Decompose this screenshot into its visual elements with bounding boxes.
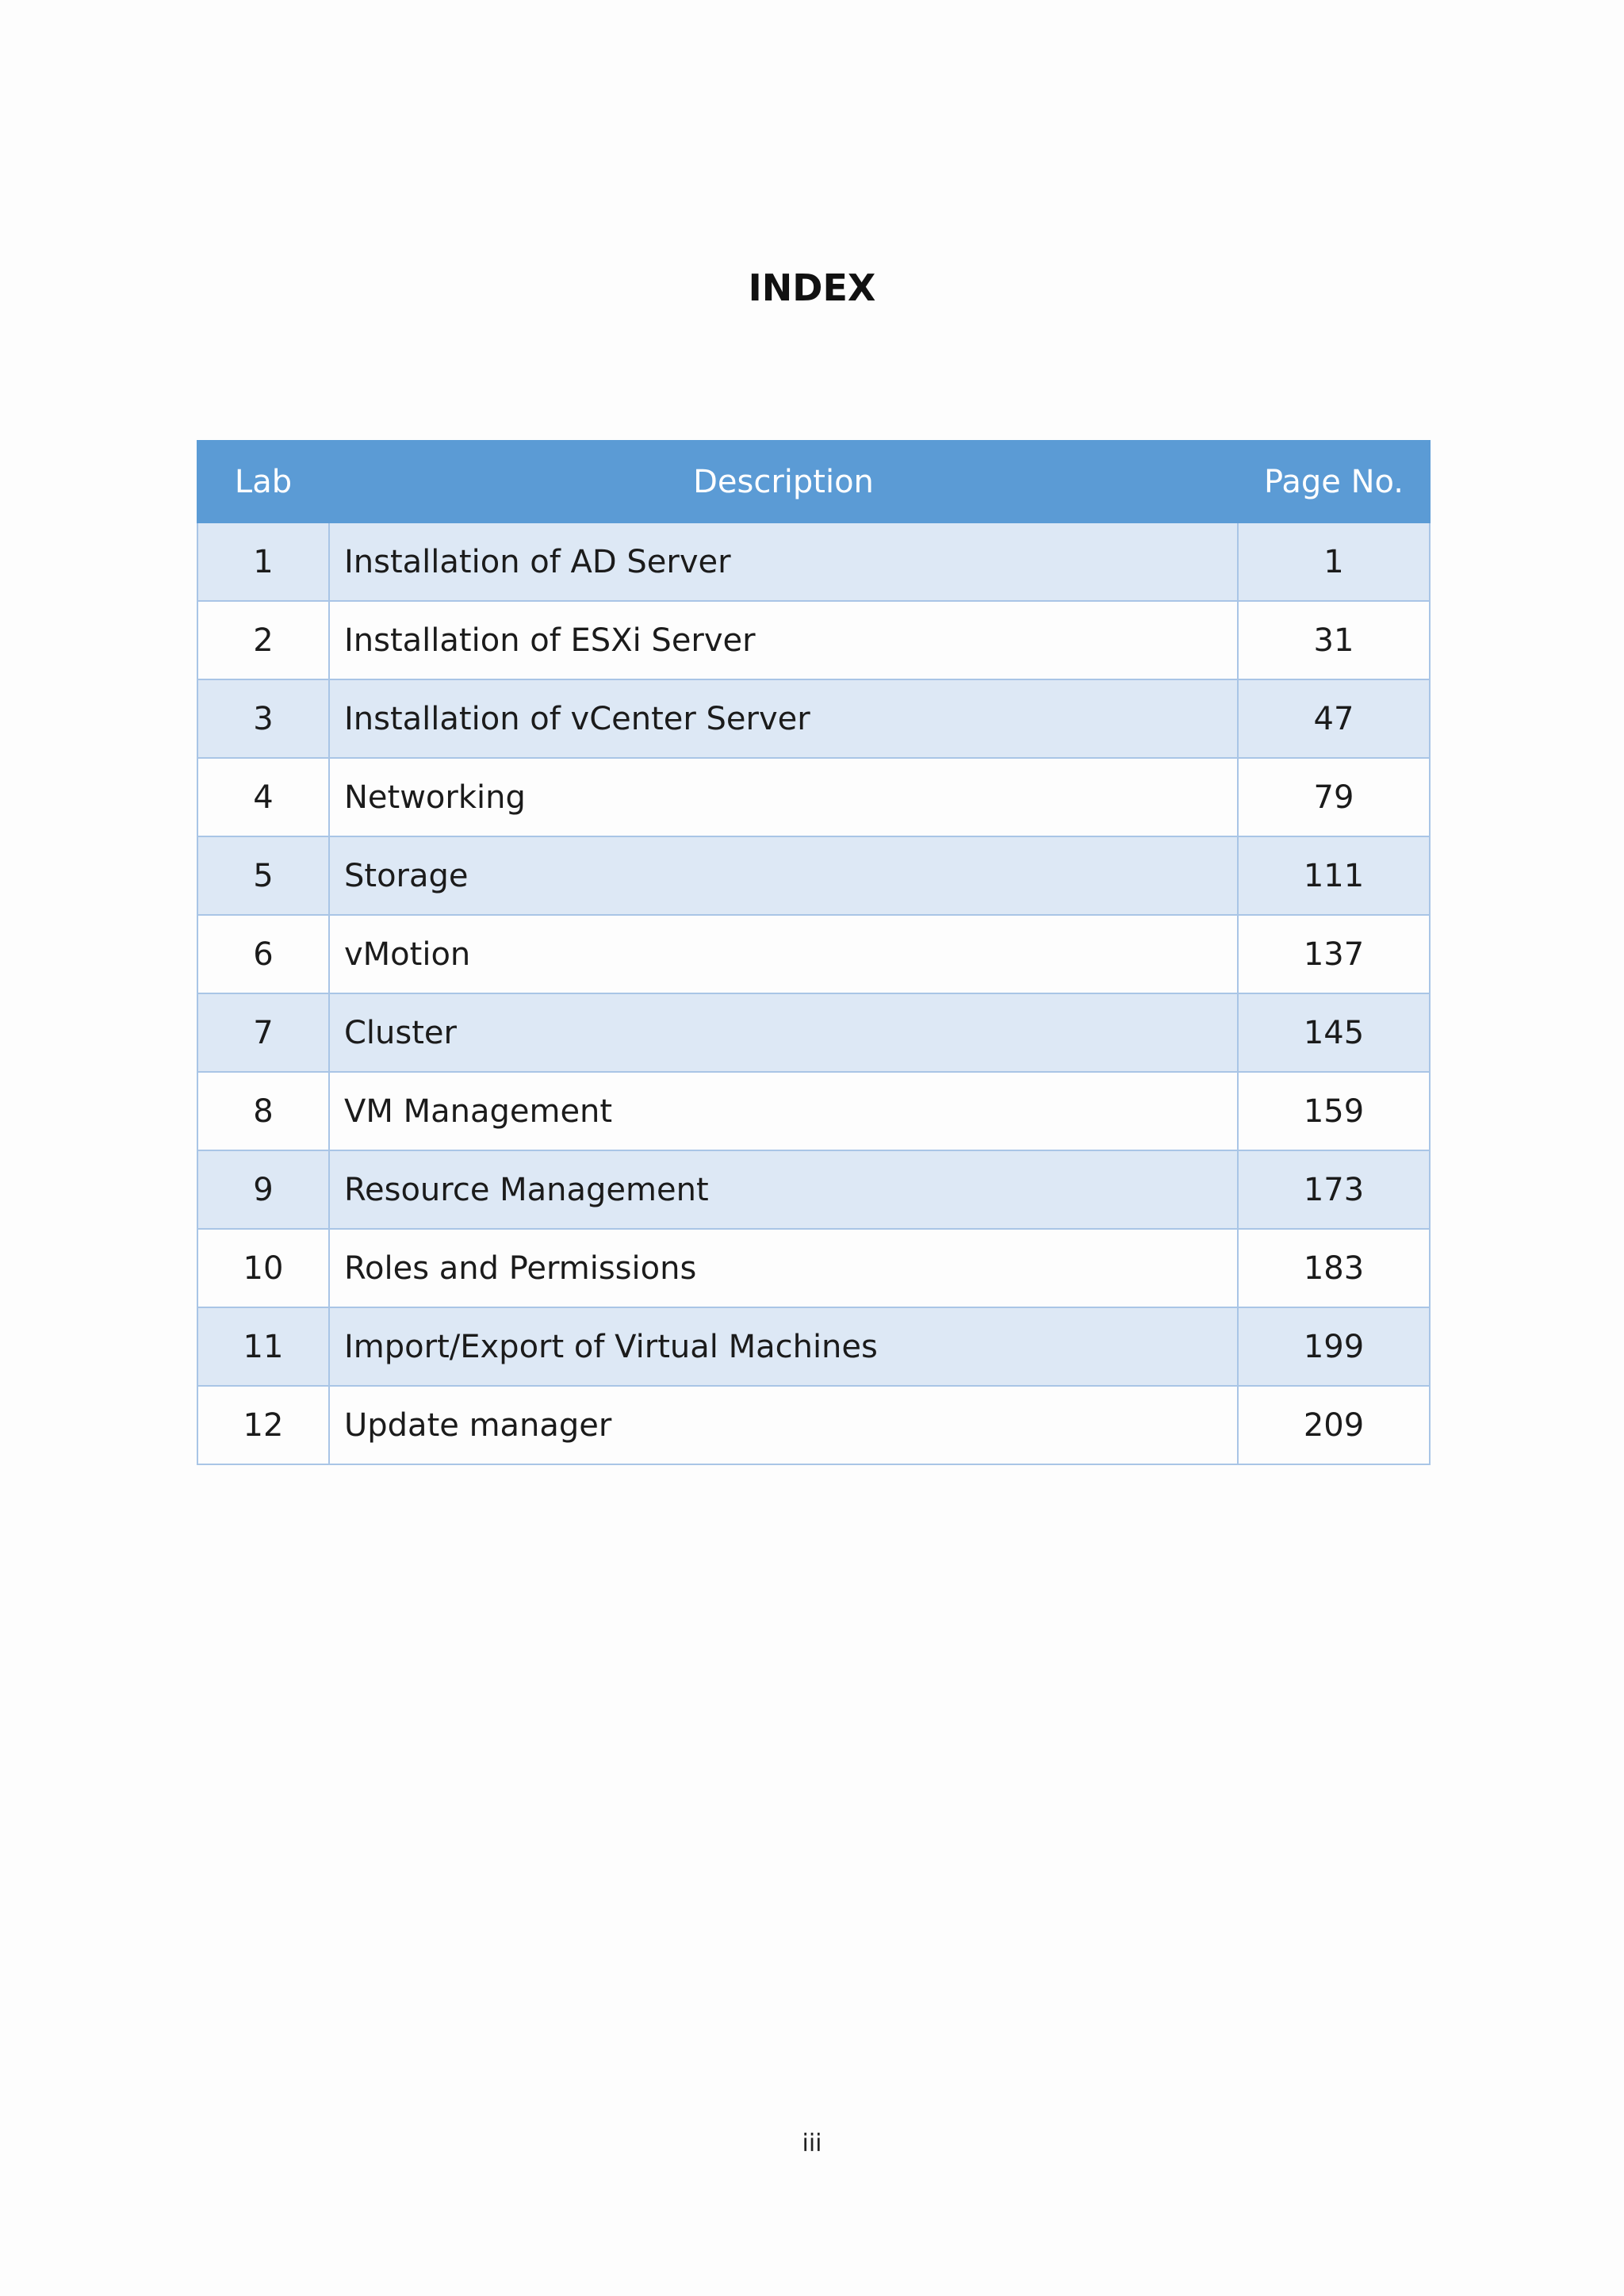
page-number-cell: 111 — [1238, 836, 1430, 915]
page-number-cell: 183 — [1238, 1229, 1430, 1307]
lab-description: Storage — [329, 836, 1238, 915]
lab-description: Import/Export of Virtual Machines — [329, 1307, 1238, 1386]
page-number-cell: 1 — [1238, 522, 1430, 601]
lab-description: Installation of AD Server — [329, 522, 1238, 601]
header-row — [197, 441, 1430, 522]
index-table-body — [197, 522, 1430, 1464]
lab-description: Roles and Permissions — [329, 1229, 1238, 1307]
lab-description: vMotion — [329, 915, 1238, 993]
lab-description: Installation of vCenter Server — [329, 679, 1238, 758]
header-description: Description — [329, 441, 1238, 522]
index-table — [197, 440, 1431, 1465]
lab-number: 11 — [197, 1307, 329, 1386]
lab-number: 10 — [197, 1229, 329, 1307]
page-number-cell: 173 — [1238, 1150, 1430, 1229]
page-title: INDEX — [748, 266, 876, 309]
table-row — [197, 758, 1430, 836]
page-number-cell: 47 — [1238, 679, 1430, 758]
page-number-cell: 209 — [1238, 1386, 1430, 1464]
lab-description: Cluster — [329, 993, 1238, 1072]
header-page-no: Page No. — [1238, 441, 1430, 522]
lab-description: Networking — [329, 758, 1238, 836]
table-row — [197, 836, 1430, 915]
lab-number: 7 — [197, 993, 329, 1072]
table-row — [197, 522, 1430, 601]
page-footer-number: iii — [802, 2130, 822, 2157]
table-row — [197, 679, 1430, 758]
table-row — [197, 1150, 1430, 1229]
page-number-cell: 137 — [1238, 915, 1430, 993]
page-number-cell: 31 — [1238, 601, 1430, 679]
table-row — [197, 1307, 1430, 1386]
table-row — [197, 1229, 1430, 1307]
index-table-header — [197, 441, 1430, 522]
lab-number: 1 — [197, 522, 329, 601]
lab-number: 2 — [197, 601, 329, 679]
page-number-cell: 145 — [1238, 993, 1430, 1072]
lab-number: 3 — [197, 679, 329, 758]
header-lab: Lab — [197, 441, 329, 522]
page-number-cell: 159 — [1238, 1072, 1430, 1150]
table-row — [197, 1386, 1430, 1464]
lab-number: 8 — [197, 1072, 329, 1150]
page-number-cell: 79 — [1238, 758, 1430, 836]
table-row — [197, 1072, 1430, 1150]
lab-description: Update manager — [329, 1386, 1238, 1464]
lab-description: Resource Management — [329, 1150, 1238, 1229]
table-row — [197, 915, 1430, 993]
lab-description: Installation of ESXi Server — [329, 601, 1238, 679]
table-row — [197, 993, 1430, 1072]
lab-number: 5 — [197, 836, 329, 915]
lab-number: 6 — [197, 915, 329, 993]
lab-number: 9 — [197, 1150, 329, 1229]
lab-description: VM Management — [329, 1072, 1238, 1150]
page-number-cell: 199 — [1238, 1307, 1430, 1386]
lab-number: 12 — [197, 1386, 329, 1464]
table-row — [197, 601, 1430, 679]
lab-number: 4 — [197, 758, 329, 836]
